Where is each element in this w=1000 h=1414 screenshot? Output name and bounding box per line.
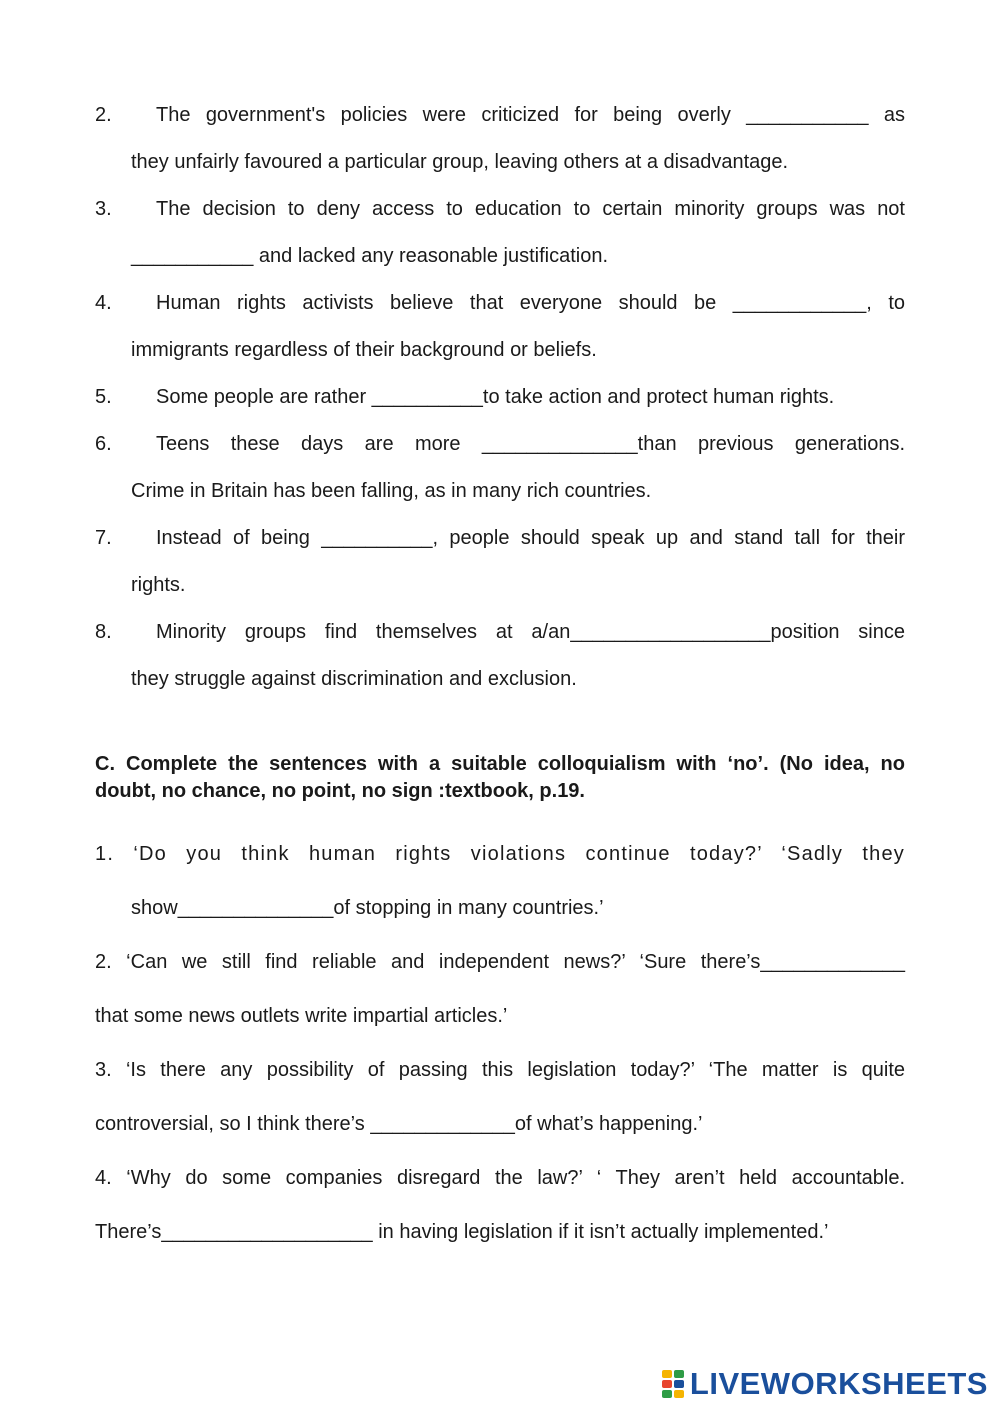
colloquialism-question-1-continuation: show______________of stopping in many countries.’ — [131, 897, 604, 919]
colloquialism-question-2: 2. ‘Can we still find reliable and independent news?’ ‘Sure there’s_____________ — [95, 951, 905, 973]
question-number: 7. — [95, 527, 112, 549]
question-text: Minority groups find themselves at a/an__________________position since — [156, 621, 905, 643]
question-text: Teens these days are more ______________than previous generations. — [156, 433, 905, 455]
question-text: The government's policies were criticized for being overly ___________ as — [156, 104, 905, 126]
question-number: 2. — [95, 104, 112, 126]
question-continuation: immigrants regardless of their background or beliefs. — [131, 339, 597, 361]
question-continuation: Crime in Britain has been falling, as in many rich countries. — [131, 480, 652, 502]
liveworksheets-logo-icon — [662, 1370, 684, 1398]
section-c-heading: C. Complete the sentences with a suitable colloquialism with ‘no’. (No idea, no doubt, no chance, no point, no sign :textbook, p.19. — [95, 753, 905, 802]
colloquialism-question-1: 1. ‘Do you think human rights violations continue today?’ ‘Sadly they — [95, 843, 905, 865]
question-item-8 — [95, 609, 905, 656]
question-number: 5. — [95, 386, 112, 408]
colloquialism-question-3-continuation: controversial, so I think there’s _____________of what’s happening.’ — [95, 1113, 703, 1135]
question-text: The decision to deny access to education to certain minority groups was not — [156, 198, 905, 220]
colloquialism-question-4-continuation: There’s___________________ in having legislation if it isn’t actually implemented.’ — [95, 1221, 829, 1243]
question-item-2 — [95, 92, 905, 139]
colloquialism-question-4: 4. ‘Why do some companies disregard the law?’ ‘ They aren’t held accountable. — [95, 1167, 905, 1189]
question-item-7 — [95, 515, 905, 562]
question-number: 4. — [95, 292, 112, 314]
question-item-4 — [95, 280, 905, 327]
question-item-6 — [95, 421, 905, 468]
question-item-3 — [95, 186, 905, 233]
question-continuation: they unfairly favoured a particular group, leaving others at a disadvantage. — [131, 151, 789, 173]
liveworksheets-wordmark: LIVEWORKSHEETS — [689, 1366, 988, 1401]
colloquialism-question-2-continuation: that some news outlets write impartial articles.’ — [95, 1005, 508, 1027]
worksheet-page — [95, 92, 905, 1259]
question-number: 8. — [95, 621, 112, 643]
colloquialism-question-3: 3. ‘Is there any possibility of passing this legislation today?’ ‘The matter is quite — [95, 1059, 905, 1081]
question-number: 6. — [95, 433, 112, 455]
question-text: Some people are rather __________to take action and protect human rights. — [156, 386, 835, 408]
question-item-5 — [95, 374, 905, 421]
question-continuation: ___________ and lacked any reasonable justification. — [131, 245, 609, 267]
liveworksheets-branding[interactable] — [662, 1366, 988, 1402]
question-text: Human rights activists believe that everyone should be ____________, to — [156, 292, 905, 314]
question-number: 3. — [95, 198, 112, 220]
question-continuation: rights. — [131, 574, 186, 596]
question-continuation: they struggle against discrimination and exclusion. — [131, 668, 577, 690]
question-text: Instead of being __________, people should speak up and stand tall for their — [156, 527, 905, 549]
